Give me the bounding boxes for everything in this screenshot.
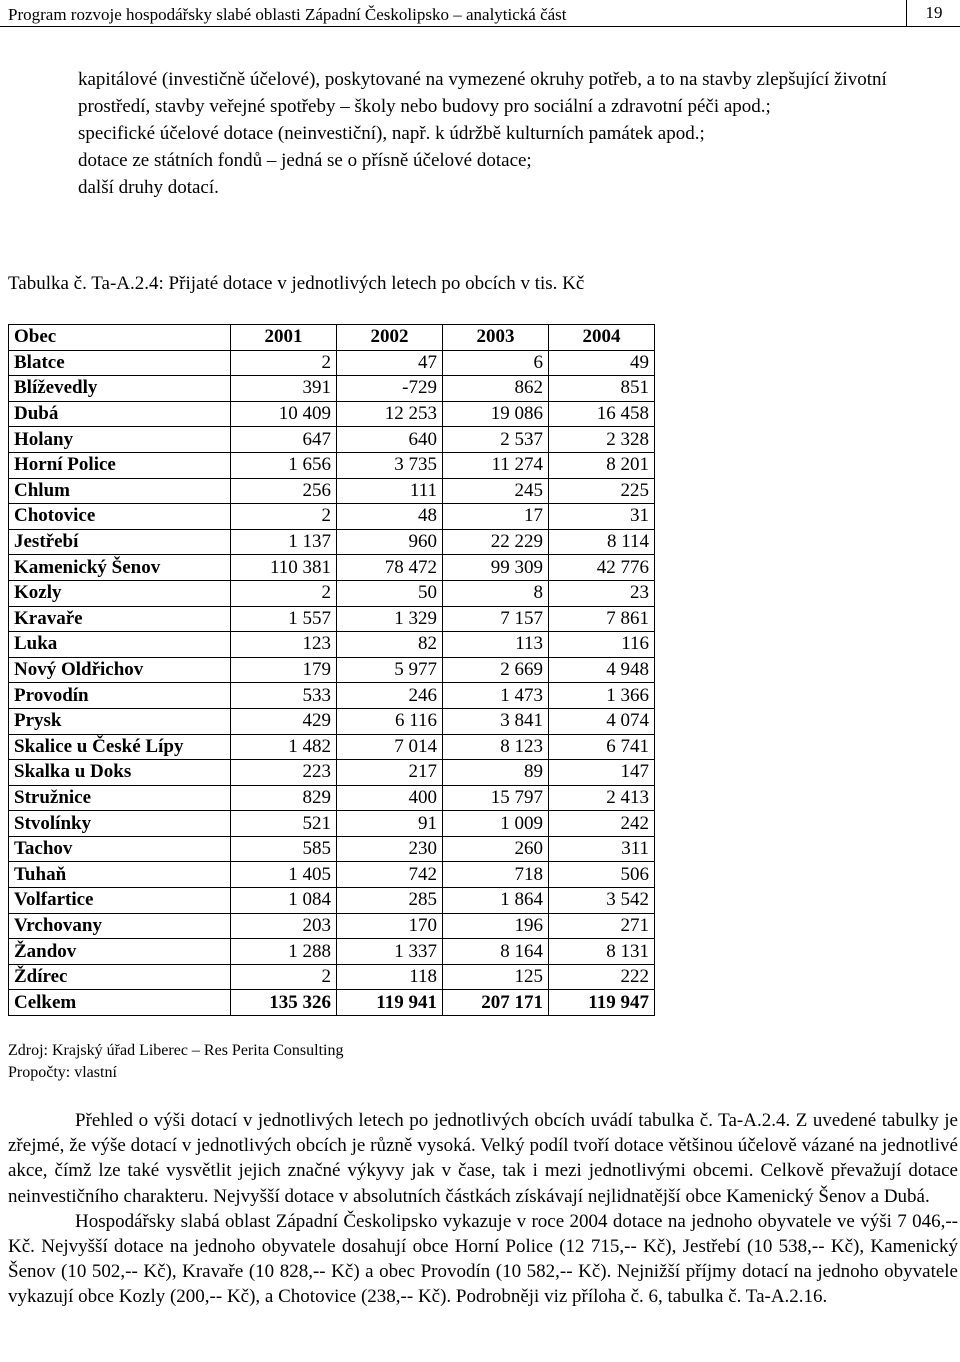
table-row xyxy=(9,862,655,888)
table-row xyxy=(9,785,655,811)
table-cell-value: 12 253 xyxy=(337,401,443,427)
table-cell-value: 2 413 xyxy=(549,785,655,811)
table-cell-value: 960 xyxy=(337,529,443,555)
table-cell-name: Žandov xyxy=(9,939,231,965)
list-item: dotace ze státních fondů – jedná se o přísně účelové dotace; xyxy=(78,150,532,171)
table-cell-name: Nový Oldřichov xyxy=(9,657,231,683)
table-row xyxy=(9,760,655,786)
table-cell-name: Dubá xyxy=(9,401,231,427)
table-cell-value: 31 xyxy=(549,504,655,530)
table-cell-value: 7 157 xyxy=(443,606,549,632)
table-cell-value: 8 164 xyxy=(443,939,549,965)
table-cell-name: Blatce xyxy=(9,350,231,376)
table-cell-value: 1 366 xyxy=(549,683,655,709)
table-row xyxy=(9,350,655,376)
table-cell-value: 1 288 xyxy=(231,939,337,965)
table-cell-value: 400 xyxy=(337,785,443,811)
table-cell-name: Skalka u Doks xyxy=(9,760,231,786)
table-row xyxy=(9,657,655,683)
table-cell-name: Jestřebí xyxy=(9,529,231,555)
table-cell-name: Vrchovany xyxy=(9,913,231,939)
table-cell-value: 125 xyxy=(443,964,549,990)
table-cell-name: Tuhaň xyxy=(9,862,231,888)
table-cell-value: 256 xyxy=(231,478,337,504)
subsidy-table xyxy=(8,324,655,1016)
table-row xyxy=(9,964,655,990)
table-cell-name: Tachov xyxy=(9,836,231,862)
table-cell-value: 82 xyxy=(337,632,443,658)
table-cell-value: 242 xyxy=(549,811,655,837)
table-cell-value: 5 977 xyxy=(337,657,443,683)
header-divider xyxy=(0,26,960,27)
table-cell-value: 15 797 xyxy=(443,785,549,811)
table-cell-value: 16 458 xyxy=(549,401,655,427)
table-cell-value: 91 xyxy=(337,811,443,837)
table-total-row xyxy=(9,990,655,1016)
table-cell-value: 851 xyxy=(549,376,655,402)
table-cell-value: 78 472 xyxy=(337,555,443,581)
table-cell-value: 285 xyxy=(337,888,443,914)
page-header xyxy=(0,0,960,26)
table-cell-value: 22 229 xyxy=(443,529,549,555)
table-cell-name: Horní Police xyxy=(9,452,231,478)
table-row xyxy=(9,478,655,504)
table-cell-value: 48 xyxy=(337,504,443,530)
table-row xyxy=(9,452,655,478)
body-text xyxy=(8,1108,958,1310)
table-cell-value: 10 409 xyxy=(231,401,337,427)
table-row xyxy=(9,708,655,734)
table-row xyxy=(9,401,655,427)
table-cell-value: 217 xyxy=(337,760,443,786)
table-row xyxy=(9,811,655,837)
table-cell-value: 3 735 xyxy=(337,452,443,478)
table-row xyxy=(9,683,655,709)
table-cell-value: 179 xyxy=(231,657,337,683)
table-row xyxy=(9,504,655,530)
table-cell-value: 89 xyxy=(443,760,549,786)
table-cell-name: Holany xyxy=(9,427,231,453)
table-cell-value: 585 xyxy=(231,836,337,862)
table-cell-value: 17 xyxy=(443,504,549,530)
table-cell-value: 170 xyxy=(337,913,443,939)
table-cell-value: 742 xyxy=(337,862,443,888)
table-row xyxy=(9,427,655,453)
table-cell-value: 99 309 xyxy=(443,555,549,581)
table-cell-value: -729 xyxy=(337,376,443,402)
table-cell-value: 8 123 xyxy=(443,734,549,760)
table-cell-value: 223 xyxy=(231,760,337,786)
table-cell-value: 4 074 xyxy=(549,708,655,734)
table-cell-value: 506 xyxy=(549,862,655,888)
table-cell-value: 829 xyxy=(231,785,337,811)
table-cell-value: 116 xyxy=(549,632,655,658)
table-row xyxy=(9,376,655,402)
table-cell-value: 1 084 xyxy=(231,888,337,914)
table-cell-value: 8 xyxy=(443,580,549,606)
table-cell-value: 862 xyxy=(443,376,549,402)
intro-list xyxy=(78,66,958,201)
table-cell-value: 1 864 xyxy=(443,888,549,914)
table-cell-name: Provodín xyxy=(9,683,231,709)
table-cell-name: Skalice u České Lípy xyxy=(9,734,231,760)
table-cell-value: 19 086 xyxy=(443,401,549,427)
table-cell-value: 222 xyxy=(549,964,655,990)
table-cell-value: 135 326 xyxy=(231,990,337,1016)
table-cell-value: 311 xyxy=(549,836,655,862)
table-cell-value: 11 274 xyxy=(443,452,549,478)
table-cell-value: 533 xyxy=(231,683,337,709)
table-cell-value: 1 009 xyxy=(443,811,549,837)
source-note xyxy=(8,1040,343,1084)
table-row xyxy=(9,555,655,581)
table-cell-value: 245 xyxy=(443,478,549,504)
table-cell-value: 2 xyxy=(231,964,337,990)
table-cell-value: 640 xyxy=(337,427,443,453)
page-number: 19 xyxy=(906,0,960,26)
table-cell-value: 8 131 xyxy=(549,939,655,965)
table-cell-value: 2004 xyxy=(549,325,655,351)
table-cell-value: 2 xyxy=(231,580,337,606)
table-row xyxy=(9,836,655,862)
table-cell-value: 429 xyxy=(231,708,337,734)
table-cell-value: 2 xyxy=(231,350,337,376)
table-cell-value: 196 xyxy=(443,913,549,939)
table-cell-value: 203 xyxy=(231,913,337,939)
table-cell-value: 2003 xyxy=(443,325,549,351)
table-header-row xyxy=(9,325,655,351)
table-cell-name: Chotovice xyxy=(9,504,231,530)
source-line: Propočty: vlastní xyxy=(8,1064,117,1081)
table-cell-value: 6 741 xyxy=(549,734,655,760)
table-cell-name: Chlum xyxy=(9,478,231,504)
table-cell-name: Kozly xyxy=(9,580,231,606)
table-cell-value: 8 201 xyxy=(549,452,655,478)
table-cell-value: 391 xyxy=(231,376,337,402)
table-cell-value: 49 xyxy=(549,350,655,376)
table-cell-value: 7 014 xyxy=(337,734,443,760)
table-cell-value: 113 xyxy=(443,632,549,658)
table-cell-value: 1 482 xyxy=(231,734,337,760)
table-cell-value: 47 xyxy=(337,350,443,376)
table-cell-value: 2 328 xyxy=(549,427,655,453)
table-row xyxy=(9,580,655,606)
table-cell-value: 119 941 xyxy=(337,990,443,1016)
table-cell-value: 1 329 xyxy=(337,606,443,632)
table-cell-value: 271 xyxy=(549,913,655,939)
table-cell-name: Volfartice xyxy=(9,888,231,914)
table-cell-value: 521 xyxy=(231,811,337,837)
source-line: Zdroj: Krajský úřad Liberec – Res Perita Consulting xyxy=(8,1042,344,1059)
header-title: Program rozvoje hospodářsky slabé oblasti Západní Českolipsko – analytická část xyxy=(8,5,567,24)
table-row xyxy=(9,529,655,555)
table-cell-name: Luka xyxy=(9,632,231,658)
table-cell-name: Prysk xyxy=(9,708,231,734)
table-cell-value: 2001 xyxy=(231,325,337,351)
table-cell-value: 225 xyxy=(549,478,655,504)
table-cell-name: Stružnice xyxy=(9,785,231,811)
table-cell-value: 1 405 xyxy=(231,862,337,888)
list-item: kapitálové (investičně účelové), poskytované na vymezené okruhy potřeb, a to na stavby zlepšující životní prostředí, stavby veřejné spotřeby – školy nebo budovy pro sociální a zdravotní péči apod.; xyxy=(78,69,887,117)
table-cell-value: 118 xyxy=(337,964,443,990)
table-cell-value: 6 xyxy=(443,350,549,376)
paragraph: Hospodářsky slabá oblast Západní Českolipsko vykazuje v roce 2004 dotace na jednoho obyvatele ve výši 7 046,-- Kč. Nejvyšší dotace na jednoho obyvatele dosahují obce Horní Police (12 715,-- Kč), Jestřebí (10 538,-- Kč), Kamenický Šenov (10 502,-- Kč), Kravaře (10 828,-- Kč) a obec Provodín (10 582,-- Kč). Nejnižší příjmy dotací na jednoho obyvatele vykazují obce Kozly (200,-- Kč), a Chotovice (238,-- Kč). Podrobněji viz příloha č. 6, tabulka č. Ta-A.2.16. xyxy=(8,1210,958,1308)
table-cell-name: Stvolínky xyxy=(9,811,231,837)
table-caption: Tabulka č. Ta-A.2.4: Přijaté dotace v jednotlivých letech po obcích v tis. Kč xyxy=(8,273,585,294)
table-row xyxy=(9,734,655,760)
table-cell-value: 230 xyxy=(337,836,443,862)
list-item: další druhy dotací. xyxy=(78,177,219,198)
table-cell-value: 1 557 xyxy=(231,606,337,632)
table-cell-value: 3 841 xyxy=(443,708,549,734)
paragraph: Přehled o výši dotací v jednotlivých letech po jednotlivých obcích uvádí tabulka č. Ta-A.2.4. Z uvedené tabulky je zřejmé, že výše dotací v jednotlivých obcích je různě vysoká. Velký podíl tvoří dotace většinou účelově vázané na jednotlivé akce, čímž lze také vysvětlit jejich značné výkyvy jak v čase, tak i mezi jednotlivými obcemi. Celkově převažují dotace neinvestičního charakteru. Nejvyšší dotace v absolutních částkách získávají nejlidnatější obce Kamenický Šenov a Dubá. xyxy=(8,1110,958,1207)
table-cell-value: 119 947 xyxy=(549,990,655,1016)
table-cell-value: 23 xyxy=(549,580,655,606)
table-cell-value: 3 542 xyxy=(549,888,655,914)
list-item: specifické účelové dotace (neinvestiční), např. k údržbě kulturních památek apod.; xyxy=(78,123,705,144)
table-cell-value: 2 669 xyxy=(443,657,549,683)
table-cell-value: 42 776 xyxy=(549,555,655,581)
table-cell-value: 2 537 xyxy=(443,427,549,453)
table-cell-value: 718 xyxy=(443,862,549,888)
table-cell-value: 110 381 xyxy=(231,555,337,581)
table-cell-value: 260 xyxy=(443,836,549,862)
table-cell-value: 2002 xyxy=(337,325,443,351)
table-cell-value: 7 861 xyxy=(549,606,655,632)
table-cell-value: 1 337 xyxy=(337,939,443,965)
table-row xyxy=(9,606,655,632)
table-cell-name: Obec xyxy=(9,325,231,351)
table-row xyxy=(9,913,655,939)
table-cell-value: 123 xyxy=(231,632,337,658)
table-cell-value: 1 656 xyxy=(231,452,337,478)
table-row xyxy=(9,888,655,914)
table-cell-value: 246 xyxy=(337,683,443,709)
table-cell-value: 1 137 xyxy=(231,529,337,555)
table-cell-value: 1 473 xyxy=(443,683,549,709)
table-cell-name: Celkem xyxy=(9,990,231,1016)
table-cell-value: 111 xyxy=(337,478,443,504)
table-cell-value: 647 xyxy=(231,427,337,453)
table-cell-name: Kamenický Šenov xyxy=(9,555,231,581)
table-cell-value: 207 171 xyxy=(443,990,549,1016)
table-cell-value: 4 948 xyxy=(549,657,655,683)
table-row xyxy=(9,632,655,658)
table-cell-value: 147 xyxy=(549,760,655,786)
table-cell-name: Ždírec xyxy=(9,964,231,990)
table-cell-value: 8 114 xyxy=(549,529,655,555)
table-cell-name: Blíževedly xyxy=(9,376,231,402)
table-row xyxy=(9,939,655,965)
table-cell-value: 50 xyxy=(337,580,443,606)
table-cell-value: 2 xyxy=(231,504,337,530)
table-cell-name: Kravaře xyxy=(9,606,231,632)
table-cell-value: 6 116 xyxy=(337,708,443,734)
table-body xyxy=(9,325,655,1016)
